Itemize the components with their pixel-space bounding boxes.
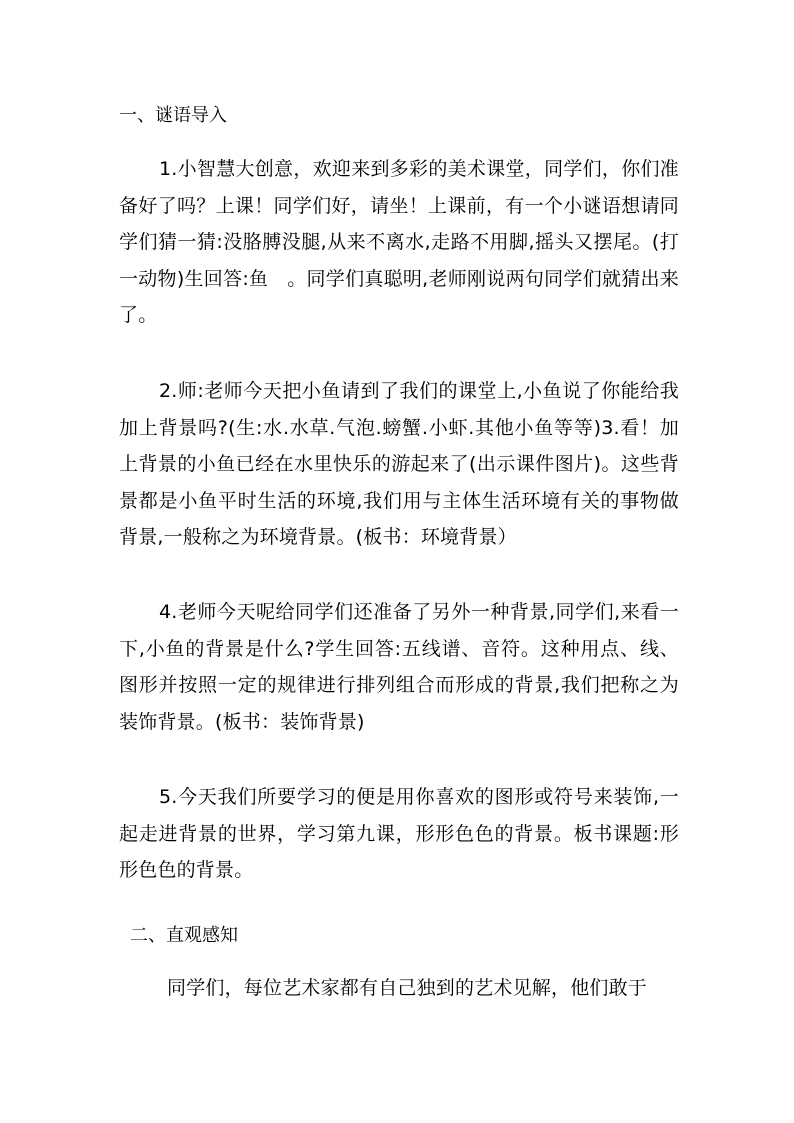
paragraph-1: 1.小智慧大创意，欢迎来到多彩的美术课堂，同学们，你们准备好了吗？上课！同学们好，请坐！上课前，有一个小谜语想请同学们猜一猜:没胳膊没腿,从来不离水,走路不用脚,摇头又摆尾。(打一动物)生回答:鱼 。同学们真聪明,老师刚说两句同学们就猜出来了。 xyxy=(119,158,679,326)
paragraph-3: 4.老师今天呢给同学们还准备了另外一种背景,同学们,来看一下,小鱼的背景是什么?学生回答:五线谱、音符。这种用点、线、图形并按照一定的规律进行排列组合而形成的背景,我们把称之为装饰背景。(板书：装饰背景) xyxy=(119,601,679,733)
paragraph-4: 5.今天我们所要学习的便是用你喜欢的图形或符号来装饰,一起走进背景的世界，学习第九课，形形色色的背景。板书课题:形形色色的背景。 xyxy=(119,786,679,881)
paragraph-5: 同学们，每位艺术家都有自己独到的艺术见解，他们敢于 xyxy=(167,977,648,999)
section-heading-riddle-intro: 一、谜语导入 xyxy=(119,105,227,126)
section-heading-visual-perception: 二、直观感知 xyxy=(130,925,238,946)
paragraph-2: 2.师:老师今天把小鱼请到了我们的课堂上,小鱼说了你能给我加上背景吗?(生:水.水草.气泡.螃蟹.小虾.其他小鱼等等)3.看！加上背景的小鱼已经在水里快乐的游起来了(出示课件图片)。这些背景都是小鱼平时生活的环境,我们用与主体生活环境有关的事物做背景,一般称之为环境背景。(板书：环境背景） xyxy=(119,380,679,548)
